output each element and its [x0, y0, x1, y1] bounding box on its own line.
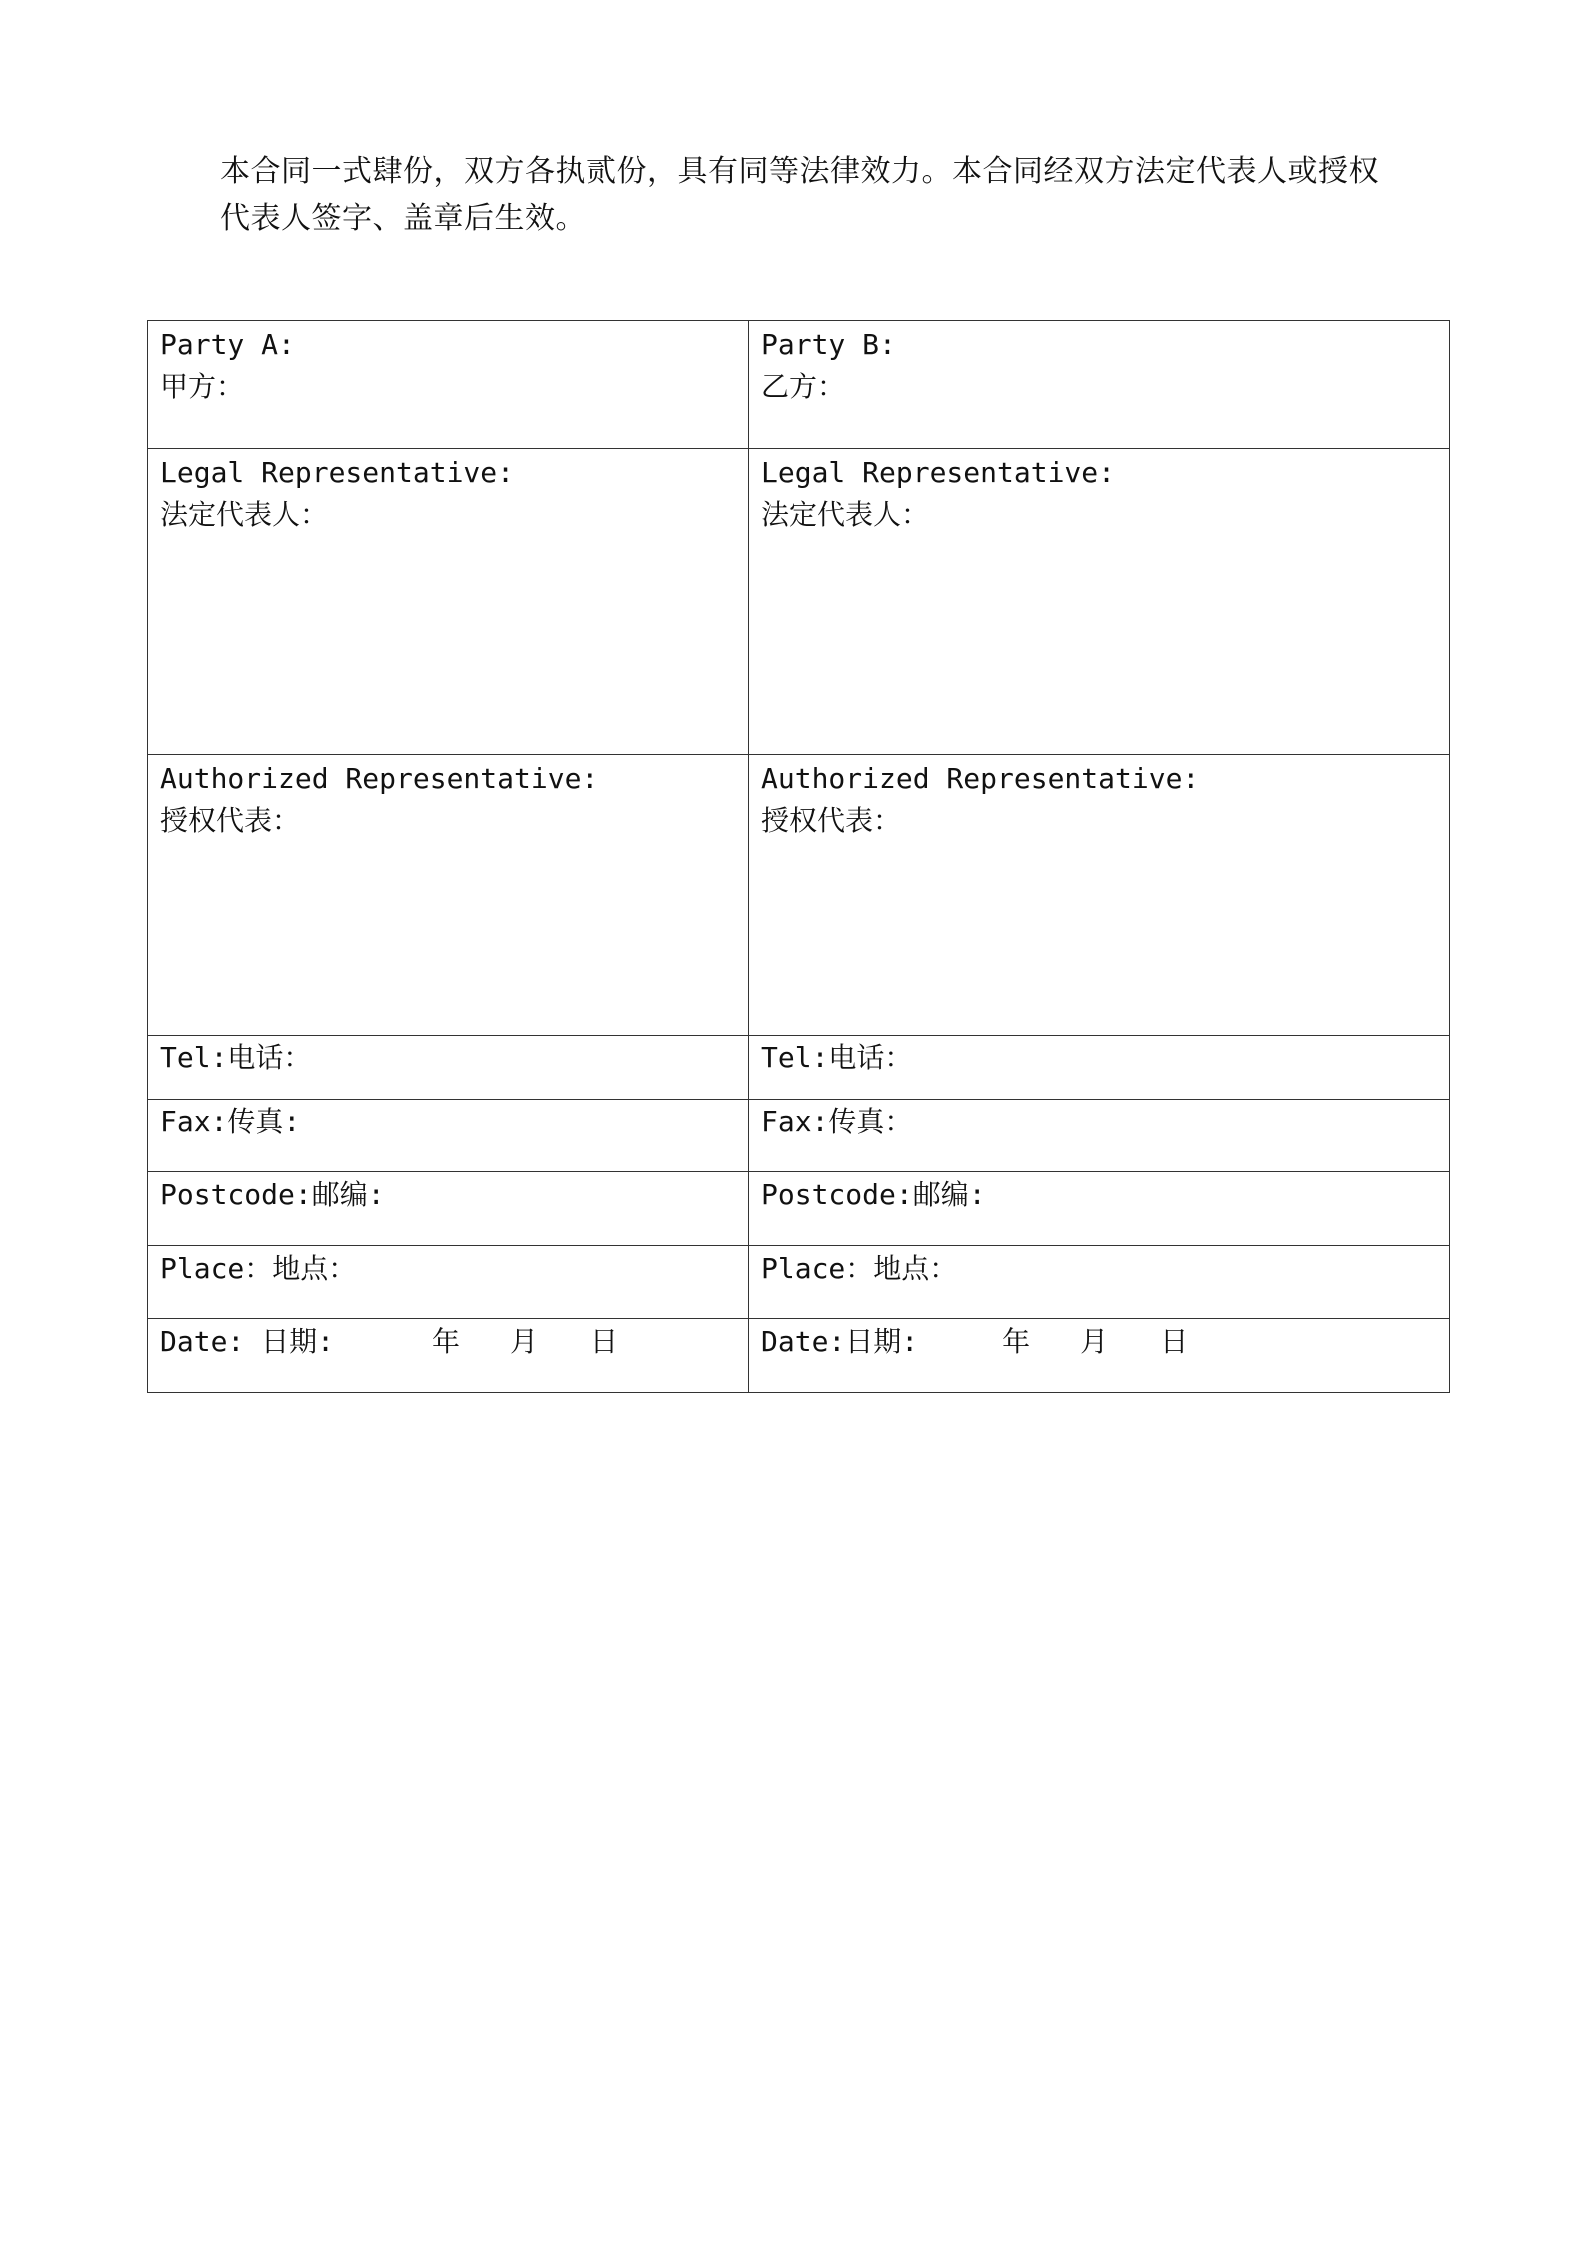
place-b-label: Place：地点：	[761, 1252, 958, 1285]
place-a-label: Place：地点：	[160, 1252, 357, 1285]
party-a-cell	[148, 321, 749, 449]
auth-rep-b-cell	[749, 755, 1450, 1036]
fax-a-label: Fax:传真:	[160, 1105, 301, 1138]
postcode-a-cell	[148, 1172, 749, 1246]
tel-b-label: Tel:电话：	[761, 1041, 913, 1074]
date-b-cell	[749, 1319, 1450, 1393]
postcode-a-label: Postcode:邮编:	[160, 1178, 385, 1211]
legal-rep-a-label-en: Legal Representative:	[160, 456, 515, 489]
date-a-day: 日	[590, 1325, 619, 1358]
auth-rep-a-label-en: Authorized Representative:	[160, 762, 599, 795]
legal-rep-b-label-en: Legal Representative:	[761, 456, 1116, 489]
fax-row	[148, 1100, 1450, 1172]
party-b-label-en: Party B:	[761, 328, 896, 361]
legal-rep-b-label-cn: 法定代表人：	[761, 498, 930, 531]
clause-line-2: 代表人签字、盖章后生效。	[220, 201, 586, 236]
fax-a-cell	[148, 1100, 749, 1172]
party-b-label-cn: 乙方：	[761, 370, 846, 403]
signature-table	[147, 320, 1450, 1393]
legal-rep-a-cell	[148, 449, 749, 755]
date-b-month: 月	[1080, 1325, 1109, 1358]
contract-clause	[220, 148, 1460, 242]
tel-a-label: Tel:电话：	[160, 1041, 312, 1074]
place-b-cell	[749, 1246, 1450, 1319]
party-b-cell	[749, 321, 1450, 449]
party-a-label-cn: 甲方：	[160, 370, 245, 403]
tel-a-cell	[148, 1036, 749, 1100]
date-b-label: Date:日期:	[761, 1325, 919, 1358]
postcode-b-label: Postcode:邮编:	[761, 1178, 986, 1211]
date-a-label: Date: 日期:	[160, 1325, 335, 1358]
clause-line-1: 本合同一式肆份，双方各执贰份，具有同等法律效力。本合同经双方法定代表人或授权	[220, 154, 1379, 189]
place-a-cell	[148, 1246, 749, 1319]
auth-rep-b-label-en: Authorized Representative:	[761, 762, 1200, 795]
auth-rep-a-label-cn: 授权代表：	[160, 804, 301, 837]
date-b-day: 日	[1160, 1325, 1189, 1358]
date-row	[148, 1319, 1450, 1393]
party-a-label-en: Party A:	[160, 328, 295, 361]
legal-rep-a-label-cn: 法定代表人：	[160, 498, 329, 531]
date-a-month: 月	[510, 1325, 539, 1358]
legal-representative-row	[148, 449, 1450, 755]
date-a-year: 年	[432, 1325, 461, 1358]
date-a-cell	[148, 1319, 749, 1393]
date-b-year: 年	[1002, 1325, 1031, 1358]
telephone-row	[148, 1036, 1450, 1100]
auth-rep-a-cell	[148, 755, 749, 1036]
party-row	[148, 321, 1450, 449]
fax-b-label: Fax:传真：	[761, 1105, 913, 1138]
fax-b-cell	[749, 1100, 1450, 1172]
place-row	[148, 1246, 1450, 1319]
postcode-row	[148, 1172, 1450, 1246]
tel-b-cell	[749, 1036, 1450, 1100]
authorized-representative-row	[148, 755, 1450, 1036]
legal-rep-b-cell	[749, 449, 1450, 755]
postcode-b-cell	[749, 1172, 1450, 1246]
auth-rep-b-label-cn: 授权代表：	[761, 804, 902, 837]
